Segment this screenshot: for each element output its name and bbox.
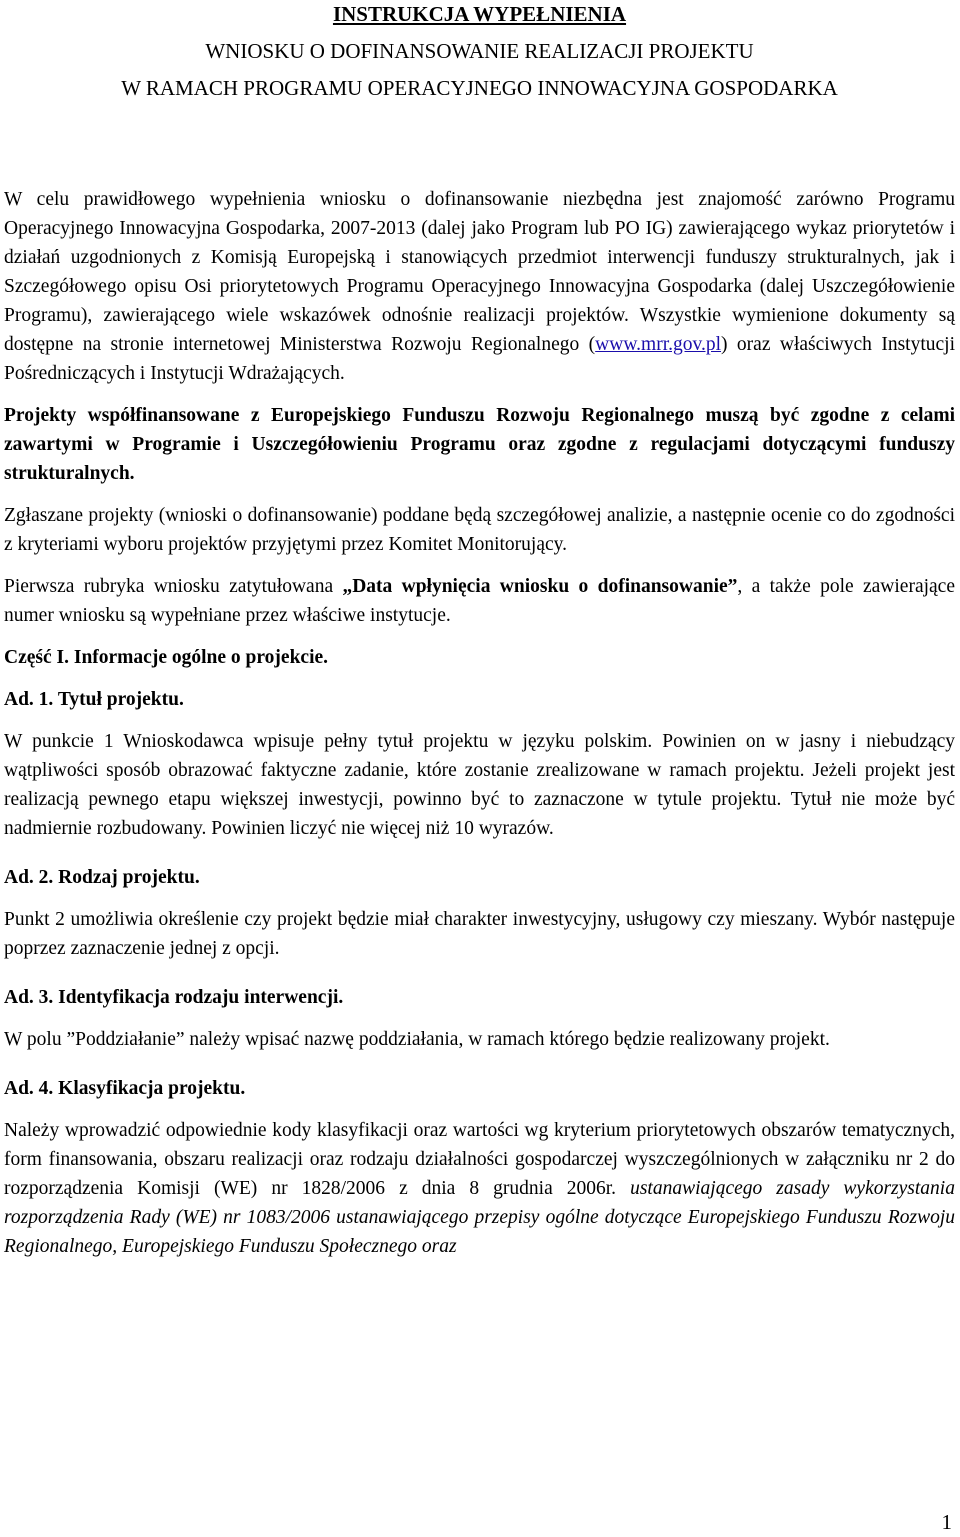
ad1-heading: Ad. 1. Tytuł projektu. bbox=[4, 689, 184, 710]
ad2-heading: Ad. 2. Rodzaj projektu. bbox=[4, 867, 200, 888]
ad3-heading: Ad. 3. Identyfikacja rodzaju interwencji. bbox=[4, 987, 344, 1008]
bold-requirement-paragraph: Projekty współfinansowane z Europejskiego Funduszu Rozwoju Regionalnego muszą być zgodne z celami zawartymi w Programie i Uszczegółowieniu Programu oraz zgodne z regulacjami dotyczącymi funduszy strukturalnych. bbox=[4, 405, 955, 484]
title-line-3: W RAMACH PROGRAMU OPERACYJNEGO INNOWACYJNA GOSPODARKA bbox=[121, 76, 838, 100]
section-1-heading: Część I. Informacje ogólne o projekcie. bbox=[4, 647, 329, 668]
title-line-2: WNIOSKU O DOFINANSOWANIE REALIZACJI PROJEKTU bbox=[205, 39, 754, 63]
document-page bbox=[4, 0, 955, 1261]
document-title bbox=[4, 0, 955, 107]
ad4-text: Należy wprowadzić odpowiednie kody klasyfikacji oraz wartości wg kryterium priorytetowych obszarów tematycznych, form finansowania, obszaru realizacji oraz rodzaju działalności gospodarczej wyszczególnionych w załączniku nr 2 do rozporządzenia Komisji (WE) nr 1828/2006 z dnia 8 grudnia 2006r. ustanawiającego zasady wykorzystania rozporządzenia Rady (WE) nr 1083/2006 ustanawiającego przepisy ogólne dotyczące Europejskiego Funduszu Rozwoju Regionalnego, Europejskiego Funduszu Społecznego oraz bbox=[4, 1120, 955, 1257]
ad2-text: Punkt 2 umożliwia określenie czy projekt będzie miał charakter inwestycyjny, usługowy czy mieszany. Wybór następuje poprzez zaznaczenie jednej z opcji. bbox=[4, 909, 955, 959]
title-line-1: INSTRUKCJA WYPEŁNIENIA bbox=[332, 2, 627, 26]
intro-paragraph: W celu prawidłowego wypełnienia wniosku o dofinansowanie niezbędna jest znajomość zarówno Programu Operacyjnego Innowacyjna Gospodarka, 2007-2013 (dalej jako Program lub PO IG) zawierającego wykaz priorytetów i działań uzgodnionych z Komisją Europejską i stanowiących przedmiot interwencji funduszy strukturalnych, jak i Szczegółowego opisu Osi priorytetowych Programu Operacyjnego Innowacyjna Gospodarka (dalej Uszczegółowienie Programu), zawierającego wiele wskazówek odnośnie realizacji projektów. Wszystkie wymienione dokumenty są dostępne na stronie internetowej Ministerstwa Rozwoju Regionalnego (www.mrr.gov.pl) oraz właściwych Instytucji Pośredniczących i Instytucji Wdrażających. bbox=[4, 189, 956, 384]
submitted-projects-paragraph: Zgłaszane projekty (wnioski o dofinansowanie) poddane będą szczegółowej analizie, a następnie ocenie co do zgodności z kryteriami wyboru projektów przyjętymi przez Komitet Monitorujący. bbox=[4, 505, 955, 555]
first-field-paragraph: Pierwsza rubryka wniosku zatytułowana „Data wpłynięcia wniosku o dofinansowanie”, a także pole zawierające numer wniosku są wypełniane przez właściwe instytucje. bbox=[4, 576, 955, 626]
ad1-text: W punkcie 1 Wnioskodawca wpisuje pełny tytuł projektu w języku polskim. Powinien on w jasny i niebudzący wątpliwości sposób obrazować faktyczne zadanie, które zostanie zrealizowane w ramach projektu. Jeżeli projekt jest realizacją pewnego etapu większej inwestycji, powinno być to zaznaczone w tytule projektu. Tytuł nie może być nadmiernie rozbudowany. Powinien liczyć nie więcej niż 10 wyrazów. bbox=[4, 731, 955, 839]
ad4-heading: Ad. 4. Klasyfikacja projektu. bbox=[4, 1078, 246, 1099]
mrr-link[interactable]: www.mrr.gov.pl bbox=[595, 334, 722, 355]
ad3-text: W polu ”Poddziałanie” należy wpisać nazwę poddziałania, w ramach którego będzie realizowany projekt. bbox=[4, 1029, 830, 1050]
page-number: 1 bbox=[941, 1510, 952, 1534]
